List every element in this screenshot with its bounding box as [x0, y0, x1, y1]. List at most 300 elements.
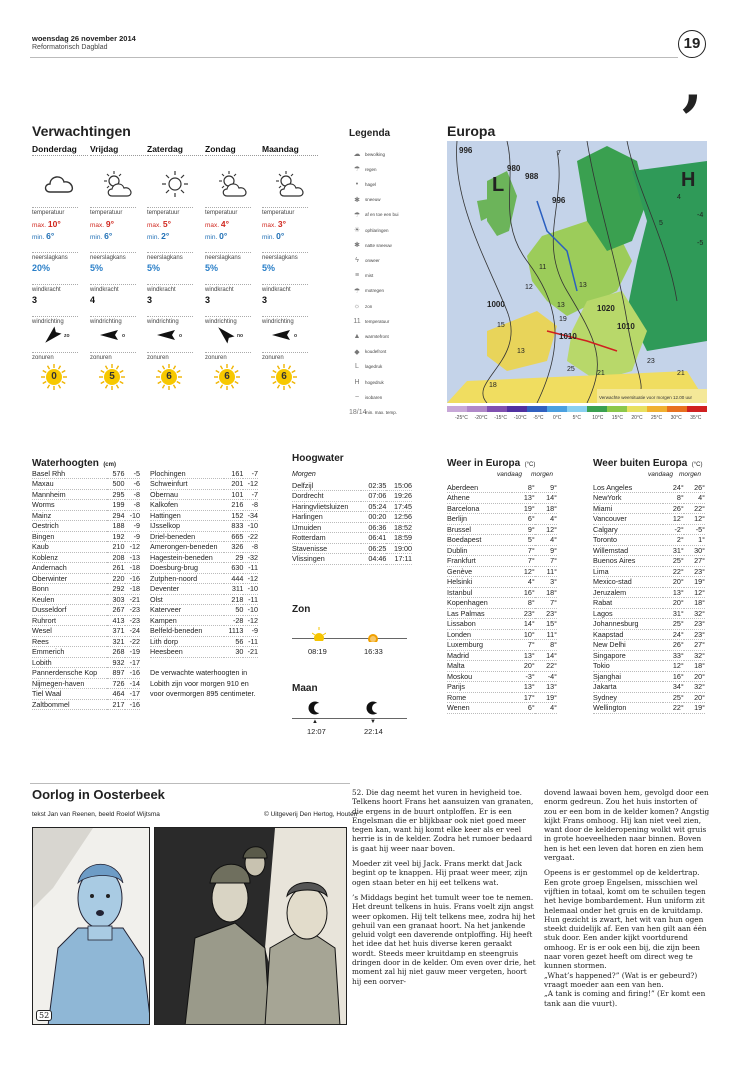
- table-row: [32, 489, 140, 500]
- temperature-label: 5: [659, 220, 663, 227]
- table-row: [593, 598, 705, 609]
- row-value: -7: [251, 489, 258, 499]
- row-value: 6°: [527, 514, 535, 524]
- row-label: Sydney: [593, 692, 617, 702]
- table-row: [150, 542, 258, 553]
- row-value: 2°: [676, 535, 684, 545]
- row-value: -18: [129, 563, 140, 573]
- table-row: [447, 577, 557, 588]
- legend-symbol-icon: ☂: [353, 287, 361, 295]
- waterlevels-unit: (cm): [103, 462, 116, 468]
- table-row: [32, 521, 140, 532]
- row-label: Lissabon: [447, 619, 476, 629]
- article-title: Oorlog in Oosterbeek: [32, 787, 165, 802]
- scale-swatch: [627, 406, 647, 412]
- windforce-value: 3: [147, 295, 153, 305]
- article-paragraph: ’s Middags begint het tumult weer toe te nemen. Het dreunt telkens in huis. Frans voelt zijn angst weer opkomen. Hij telt telkens mee, zodra hij het gehuil van een granaat hoort. Na het jankende geluid volgt een daverende ontploffing. Hij heeft het idee dat het huis diverse keren geraakt wordt. Steeds meer kruitdamp en steengruis dringen door in de kelder. Om even over drie, het moment zal hij niet gauw meer vergeten, hoort hij een oorver-: [352, 892, 536, 986]
- row-label: Andernach: [32, 563, 67, 573]
- table-row: [32, 594, 140, 605]
- weather-world-heading: [593, 453, 702, 471]
- row-value: -8: [133, 489, 140, 499]
- legend-label: natte sneeuw: [365, 242, 392, 248]
- scale-swatch: [487, 406, 507, 412]
- row-value: -23: [129, 605, 140, 615]
- row-value: 29: [235, 552, 244, 562]
- wind-direction-label: o: [122, 333, 126, 339]
- table-row: [593, 661, 705, 672]
- sunhours-value: 6: [281, 371, 287, 382]
- row-value: 20°: [523, 661, 535, 671]
- temperature-label: 13: [579, 282, 587, 289]
- row-value: 201: [231, 479, 244, 489]
- forecast-day: Vrijdag temperatuur max. 9° min. 6° neerslagkans 5% windkracht 4 windrichting o zonuren 5: [90, 144, 146, 391]
- europe-weather-map: [447, 141, 707, 403]
- row-label: Bonn: [32, 584, 49, 594]
- table-row: [593, 629, 705, 640]
- row-value: 4°: [698, 493, 705, 503]
- row-label: Maxau: [32, 479, 54, 489]
- row-value: -8: [251, 542, 258, 552]
- comic-panel-2-art: [155, 828, 347, 1025]
- forecast-day: Zaterdag temperatuur max. 5° min. 2° neerslagkans 5% windkracht 3 windrichting o zonuren 6: [147, 144, 203, 391]
- min-temperature: min. 6°: [32, 231, 55, 241]
- table-row: [447, 598, 557, 609]
- row-value: 630: [231, 563, 244, 573]
- row-label: Heesbeen: [150, 647, 183, 657]
- sunrise-time: 08:19: [308, 647, 327, 656]
- row-value: -3°: [525, 671, 535, 681]
- moon-title: Maan: [292, 683, 318, 694]
- row-value: 268: [112, 647, 125, 657]
- row-value: 9°: [550, 482, 557, 492]
- legend-item: [349, 347, 386, 357]
- row-value: 20°: [672, 577, 684, 587]
- map-graphic: [447, 141, 707, 403]
- row-value: 50: [235, 605, 244, 615]
- row-value: -14: [129, 678, 140, 688]
- row-label: Kalkofen: [150, 500, 178, 510]
- scale-label: 10°C: [592, 415, 604, 421]
- row-label: Mexico-stad: [593, 577, 632, 587]
- legend-symbol-icon: 11: [353, 317, 361, 325]
- edition-date: woensdag 26 november 2014: [32, 34, 136, 43]
- temperature-label: temperatuur: [147, 210, 180, 216]
- row-label: Wellington: [593, 703, 627, 713]
- row-value: 07:06: [368, 491, 387, 501]
- row-value: 217: [112, 699, 125, 709]
- row-value: 12°: [672, 661, 684, 671]
- row-label: Malta: [447, 661, 465, 671]
- row-value: 20°: [694, 692, 705, 702]
- row-label: Calgary: [593, 524, 618, 534]
- row-value: 8°: [676, 493, 684, 503]
- legend-label: lagedruk: [365, 364, 383, 370]
- table-row: [593, 671, 705, 682]
- europe-map-title: Europa: [447, 123, 496, 139]
- row-value: -34: [247, 510, 258, 520]
- row-value: -16: [129, 668, 140, 678]
- legend-label: regen: [365, 166, 377, 172]
- comic-panel-1-art: [33, 828, 150, 1025]
- legend-label: af en toe een bui: [365, 212, 399, 218]
- table-row: [593, 535, 705, 546]
- row-label: Oberwinter: [32, 573, 68, 583]
- row-value: 13°: [523, 493, 535, 503]
- high-pressure-marker: H: [681, 169, 696, 191]
- row-label: Emmerich: [32, 647, 65, 657]
- row-value: 8°: [527, 598, 535, 608]
- wind-direction-label: o: [294, 333, 298, 339]
- sunhours-value: 5: [109, 371, 115, 382]
- temperature-label: 13: [557, 302, 565, 309]
- wind-direction-arrow-icon: [262, 325, 318, 347]
- row-label: Lith dorp: [150, 636, 178, 646]
- row-value: -10: [247, 584, 258, 594]
- row-label: Lagos: [593, 608, 613, 618]
- temperature-label: 15: [497, 322, 505, 329]
- row-value: 12°: [694, 514, 705, 524]
- row-value: 267: [112, 605, 125, 615]
- precipitation-value: 5%: [90, 263, 104, 273]
- row-label: Madrid: [447, 650, 469, 660]
- sunhours-badge: [40, 363, 68, 391]
- row-value: 26°: [694, 482, 705, 492]
- row-value: 00:20: [368, 512, 387, 522]
- row-label: Rabat: [593, 598, 613, 608]
- legend-item: [349, 179, 376, 189]
- partly-sunny-icon: [90, 156, 146, 204]
- legend-item: [349, 210, 399, 220]
- row-value: -5: [133, 468, 140, 478]
- row-value: -8: [251, 500, 258, 510]
- row-value: 30°: [694, 545, 705, 555]
- row-label: Jeruzalem: [593, 587, 627, 597]
- pressure-label: 988: [525, 172, 539, 181]
- row-label: Haringvlietsluizen: [292, 501, 349, 511]
- row-label: Pannerdensche Kop: [32, 668, 98, 678]
- temperature-label: temperatuur: [90, 210, 123, 216]
- row-value: 27°: [694, 556, 705, 566]
- row-value: -10: [129, 510, 140, 520]
- temperature-label: 23: [647, 358, 655, 365]
- row-value: 18°: [546, 587, 557, 597]
- scale-label: -20°C: [474, 415, 488, 421]
- row-value: 23°: [523, 608, 535, 618]
- row-value: 25°: [672, 556, 684, 566]
- precipitation-value: 5%: [205, 263, 219, 273]
- row-value: -11: [248, 594, 258, 604]
- table-row: [593, 619, 705, 630]
- scale-swatch: [667, 406, 687, 412]
- row-label: Lima: [593, 566, 609, 576]
- table-row: [150, 500, 258, 511]
- row-value: 16°: [523, 587, 535, 597]
- moon-horizon-line: [292, 718, 407, 719]
- row-value: 13°: [523, 682, 535, 692]
- row-value: 292: [112, 584, 125, 594]
- row-value: 17:45: [394, 501, 412, 511]
- waterlevels-table-2: [150, 468, 258, 658]
- row-label: Hattingen: [150, 510, 181, 520]
- sunhours-value: 6: [166, 371, 172, 382]
- article-paragraph: Moeder zit veel bij Jack. Frans merkt dat Jack begint op te knappen. Hij praat weer meer, zijn ogen staan beter en hij eet telkens wat.: [352, 859, 528, 887]
- row-value: -21: [129, 594, 140, 604]
- table-row: [150, 615, 258, 626]
- article-credit: tekst Jan van Reenen, beeld Roelof Wijtsma: [32, 811, 160, 818]
- waterlevels-table-1: [32, 468, 140, 710]
- legend-symbol-icon: ☀: [353, 227, 361, 234]
- row-value: 294: [112, 510, 125, 520]
- row-label: Dusseldorf: [32, 605, 67, 615]
- table-row: [32, 668, 140, 679]
- legend-label: min. max. temp.: [365, 409, 398, 415]
- scale-swatch: [567, 406, 587, 412]
- row-value: 576: [112, 468, 125, 478]
- row-value: 33°: [672, 650, 684, 660]
- forecast-day-name: Maandag: [262, 144, 318, 156]
- row-label: Wenen: [447, 703, 470, 713]
- table-row: [150, 636, 258, 647]
- forecast-day: Donderdag temperatuur max. 10° min. 6° neerslagkans 20% windkracht 3 windrichting zo zonuren 0: [32, 144, 88, 391]
- row-label: Basel Rhh: [32, 468, 66, 478]
- row-value: 32°: [694, 608, 705, 618]
- row-value: 30: [235, 647, 244, 657]
- article-paragraph: 52. Die dag neemt het vuren in hevigheid toe. Telkens hoort Frans het aansuizen van granaten, die ergens in de buurt ontploffen. Er is een Engelsman die er blijkbaar ook niet goed meer tegen kan, want hij komt elke keer als er veel herrie is in de kelder. Zodra het rumoer bedaard is gaat hij weer naar boven.: [352, 788, 534, 853]
- row-value: -10: [247, 521, 258, 531]
- table-row: [292, 522, 412, 533]
- row-label: Oestrich: [32, 521, 59, 531]
- row-value: -21: [247, 647, 258, 657]
- table-row: [150, 605, 258, 616]
- row-label: Berlijn: [447, 514, 467, 524]
- temperature-label: temperatuur: [262, 210, 295, 216]
- row-value: 413: [112, 615, 125, 625]
- row-value: 18:59: [394, 533, 412, 543]
- row-value: 9°: [550, 545, 557, 555]
- table-row: [593, 556, 705, 567]
- row-value: -11: [248, 636, 258, 646]
- scale-swatch: [507, 406, 527, 412]
- legend-symbol-icon: ϟ: [355, 256, 359, 264]
- row-value: -9: [133, 521, 140, 531]
- row-label: Dublin: [447, 545, 468, 555]
- row-value: 1113: [228, 626, 244, 636]
- weather-europe-heading: [447, 453, 535, 471]
- row-value: 15:06: [394, 480, 412, 490]
- legend-symbol-icon: ≡: [354, 272, 360, 280]
- row-value: 101: [231, 489, 244, 499]
- row-label: Helsinki: [447, 577, 473, 587]
- temperature-label: 21: [597, 370, 605, 377]
- weather-world-table: [593, 482, 705, 714]
- header-divider: [30, 57, 678, 58]
- temperature-label: 12: [525, 284, 533, 291]
- row-value: 8°: [527, 482, 535, 492]
- scale-label: 5°C: [572, 415, 581, 421]
- row-label: Aberdeen: [447, 482, 479, 492]
- row-value: 15°: [546, 619, 557, 629]
- row-value: -12: [129, 542, 140, 552]
- row-label: Dordrecht: [292, 491, 324, 501]
- row-value: -17: [129, 689, 140, 699]
- pressure-label: 980: [507, 164, 521, 173]
- temperature-label: 4: [677, 194, 681, 201]
- table-row: [32, 699, 140, 710]
- row-value: -23: [129, 615, 140, 625]
- min-temperature: min. 6°: [90, 231, 113, 241]
- tides-table: [292, 480, 412, 565]
- row-label: Jakarta: [593, 682, 617, 692]
- row-value: 06:36: [368, 522, 387, 532]
- legend-symbol-icon: ☂: [353, 211, 361, 219]
- sunset-time: 16:33: [364, 647, 383, 656]
- row-label: Vancouver: [593, 514, 627, 524]
- max-temperature: max. 4°: [205, 219, 230, 229]
- table-row: [593, 514, 705, 525]
- row-value: 26°: [672, 503, 684, 513]
- legend-label: sneeuw: [365, 197, 381, 203]
- row-value: -12: [247, 615, 258, 625]
- row-label: Istanbul: [447, 587, 473, 597]
- waterlevels-title: Waterhoogten: [32, 458, 99, 469]
- min-temperature: min. 2°: [147, 231, 170, 241]
- table-row: [150, 468, 258, 479]
- min-temperature: min. 0°: [205, 231, 228, 241]
- table-row: [32, 605, 140, 616]
- row-label: Stavenisse: [292, 543, 328, 553]
- row-value: 188: [112, 521, 125, 531]
- weather-europe-table: [447, 482, 557, 714]
- row-label: Driel-beneden: [150, 531, 196, 541]
- row-label: Zaltbommel: [32, 699, 70, 709]
- row-label: Genève: [447, 566, 473, 576]
- row-label: Schweinfurt: [150, 479, 188, 489]
- row-label: Brussel: [447, 524, 471, 534]
- table-row: [593, 682, 705, 693]
- scale-swatch: [607, 406, 627, 412]
- article-column-2: [544, 788, 710, 1014]
- table-row: [32, 510, 140, 521]
- sunhours-badge: [155, 363, 183, 391]
- sunhours-value: 6: [224, 371, 230, 382]
- row-value: 4°: [550, 514, 557, 524]
- row-value: 1°: [698, 535, 705, 545]
- row-value: 04:46: [368, 554, 387, 564]
- legend-symbol-icon: ▲: [353, 332, 361, 340]
- weather-world-head-today: vandaag: [648, 471, 673, 478]
- table-row: [447, 682, 557, 693]
- row-value: 18°: [546, 503, 557, 513]
- temperature-label: 11: [539, 264, 547, 271]
- row-label: Rotterdam: [292, 533, 326, 543]
- row-value: -7: [251, 468, 258, 478]
- legend-symbol-icon: ~: [354, 393, 360, 401]
- article-paragraph: „A tank is coming and firing!” (Er komt een tank aan die vuurt).: [544, 989, 706, 1008]
- scale-label: 0°C: [553, 415, 562, 421]
- table-row: [447, 524, 557, 535]
- wind-direction-arrow-icon: [32, 325, 88, 347]
- row-value: 311: [231, 584, 244, 594]
- table-row: [32, 678, 140, 689]
- row-label: Los Angeles: [593, 482, 633, 492]
- row-value: 216: [231, 500, 244, 510]
- row-value: 19°: [694, 703, 705, 713]
- article-publisher: © Uitgeverij Den Hertog, Houten: [264, 811, 358, 818]
- row-label: New Delhi: [593, 640, 626, 650]
- table-row: [593, 703, 705, 714]
- table-row: [593, 524, 705, 535]
- table-row: [32, 584, 140, 595]
- table-row: [593, 608, 705, 619]
- legend-symbol-icon: 18/14: [349, 408, 367, 416]
- row-value: 500: [112, 479, 125, 489]
- table-row: [292, 501, 412, 512]
- row-value: 05:24: [368, 501, 387, 511]
- table-row: [150, 584, 258, 595]
- row-value: 210: [112, 542, 125, 552]
- low-pressure-marker: L: [492, 174, 505, 196]
- row-label: Johannesburg: [593, 619, 639, 629]
- legend-label: hagel: [365, 181, 377, 187]
- sunhours-badge: [98, 363, 126, 391]
- pressure-label: 1010: [617, 322, 635, 331]
- page-number-badge: 19: [678, 30, 706, 58]
- row-value: -16: [129, 699, 140, 709]
- table-row: [447, 619, 557, 630]
- row-value: 321: [112, 636, 125, 646]
- table-row: [447, 640, 557, 651]
- table-row: [447, 503, 557, 514]
- legend-item: [349, 377, 384, 387]
- table-row: [150, 647, 258, 658]
- table-row: [150, 521, 258, 532]
- row-value: 19°: [546, 692, 557, 702]
- row-value: 06:41: [368, 533, 387, 543]
- panel-number: 52: [36, 1010, 52, 1021]
- row-label: Wesel: [32, 626, 52, 636]
- table-row: [447, 556, 557, 567]
- legend-item: [349, 271, 373, 281]
- table-row: [32, 552, 140, 563]
- temperature-label: 25: [567, 366, 575, 373]
- row-value: -16: [129, 573, 140, 583]
- wind-direction-arrow-icon: [90, 325, 146, 347]
- windforce-value: 3: [262, 295, 268, 305]
- row-label: Sjanghai: [593, 671, 621, 681]
- legend-item: [349, 286, 384, 296]
- row-value: 18°: [694, 598, 705, 608]
- row-value: -24: [129, 626, 140, 636]
- sunhours-badge: [270, 363, 298, 391]
- table-row: [447, 545, 557, 556]
- row-value: 7°: [527, 556, 535, 566]
- row-value: 18°: [694, 661, 705, 671]
- scale-label: -25°C: [455, 415, 468, 421]
- row-label: Kampen: [150, 615, 177, 625]
- row-label: Rees: [32, 636, 49, 646]
- table-row: [150, 531, 258, 542]
- legend-label: ophlaringen: [365, 227, 389, 233]
- row-label: Londen: [447, 629, 471, 639]
- pressure-label: 996: [459, 146, 473, 155]
- row-value: 7°: [527, 640, 535, 650]
- row-value: 34°: [672, 682, 684, 692]
- pressure-label: 1020: [597, 304, 615, 313]
- row-label: Mannheim: [32, 489, 66, 499]
- row-value: 220: [112, 573, 125, 583]
- article-column-1: [352, 788, 537, 992]
- row-label: Kaapstad: [593, 629, 624, 639]
